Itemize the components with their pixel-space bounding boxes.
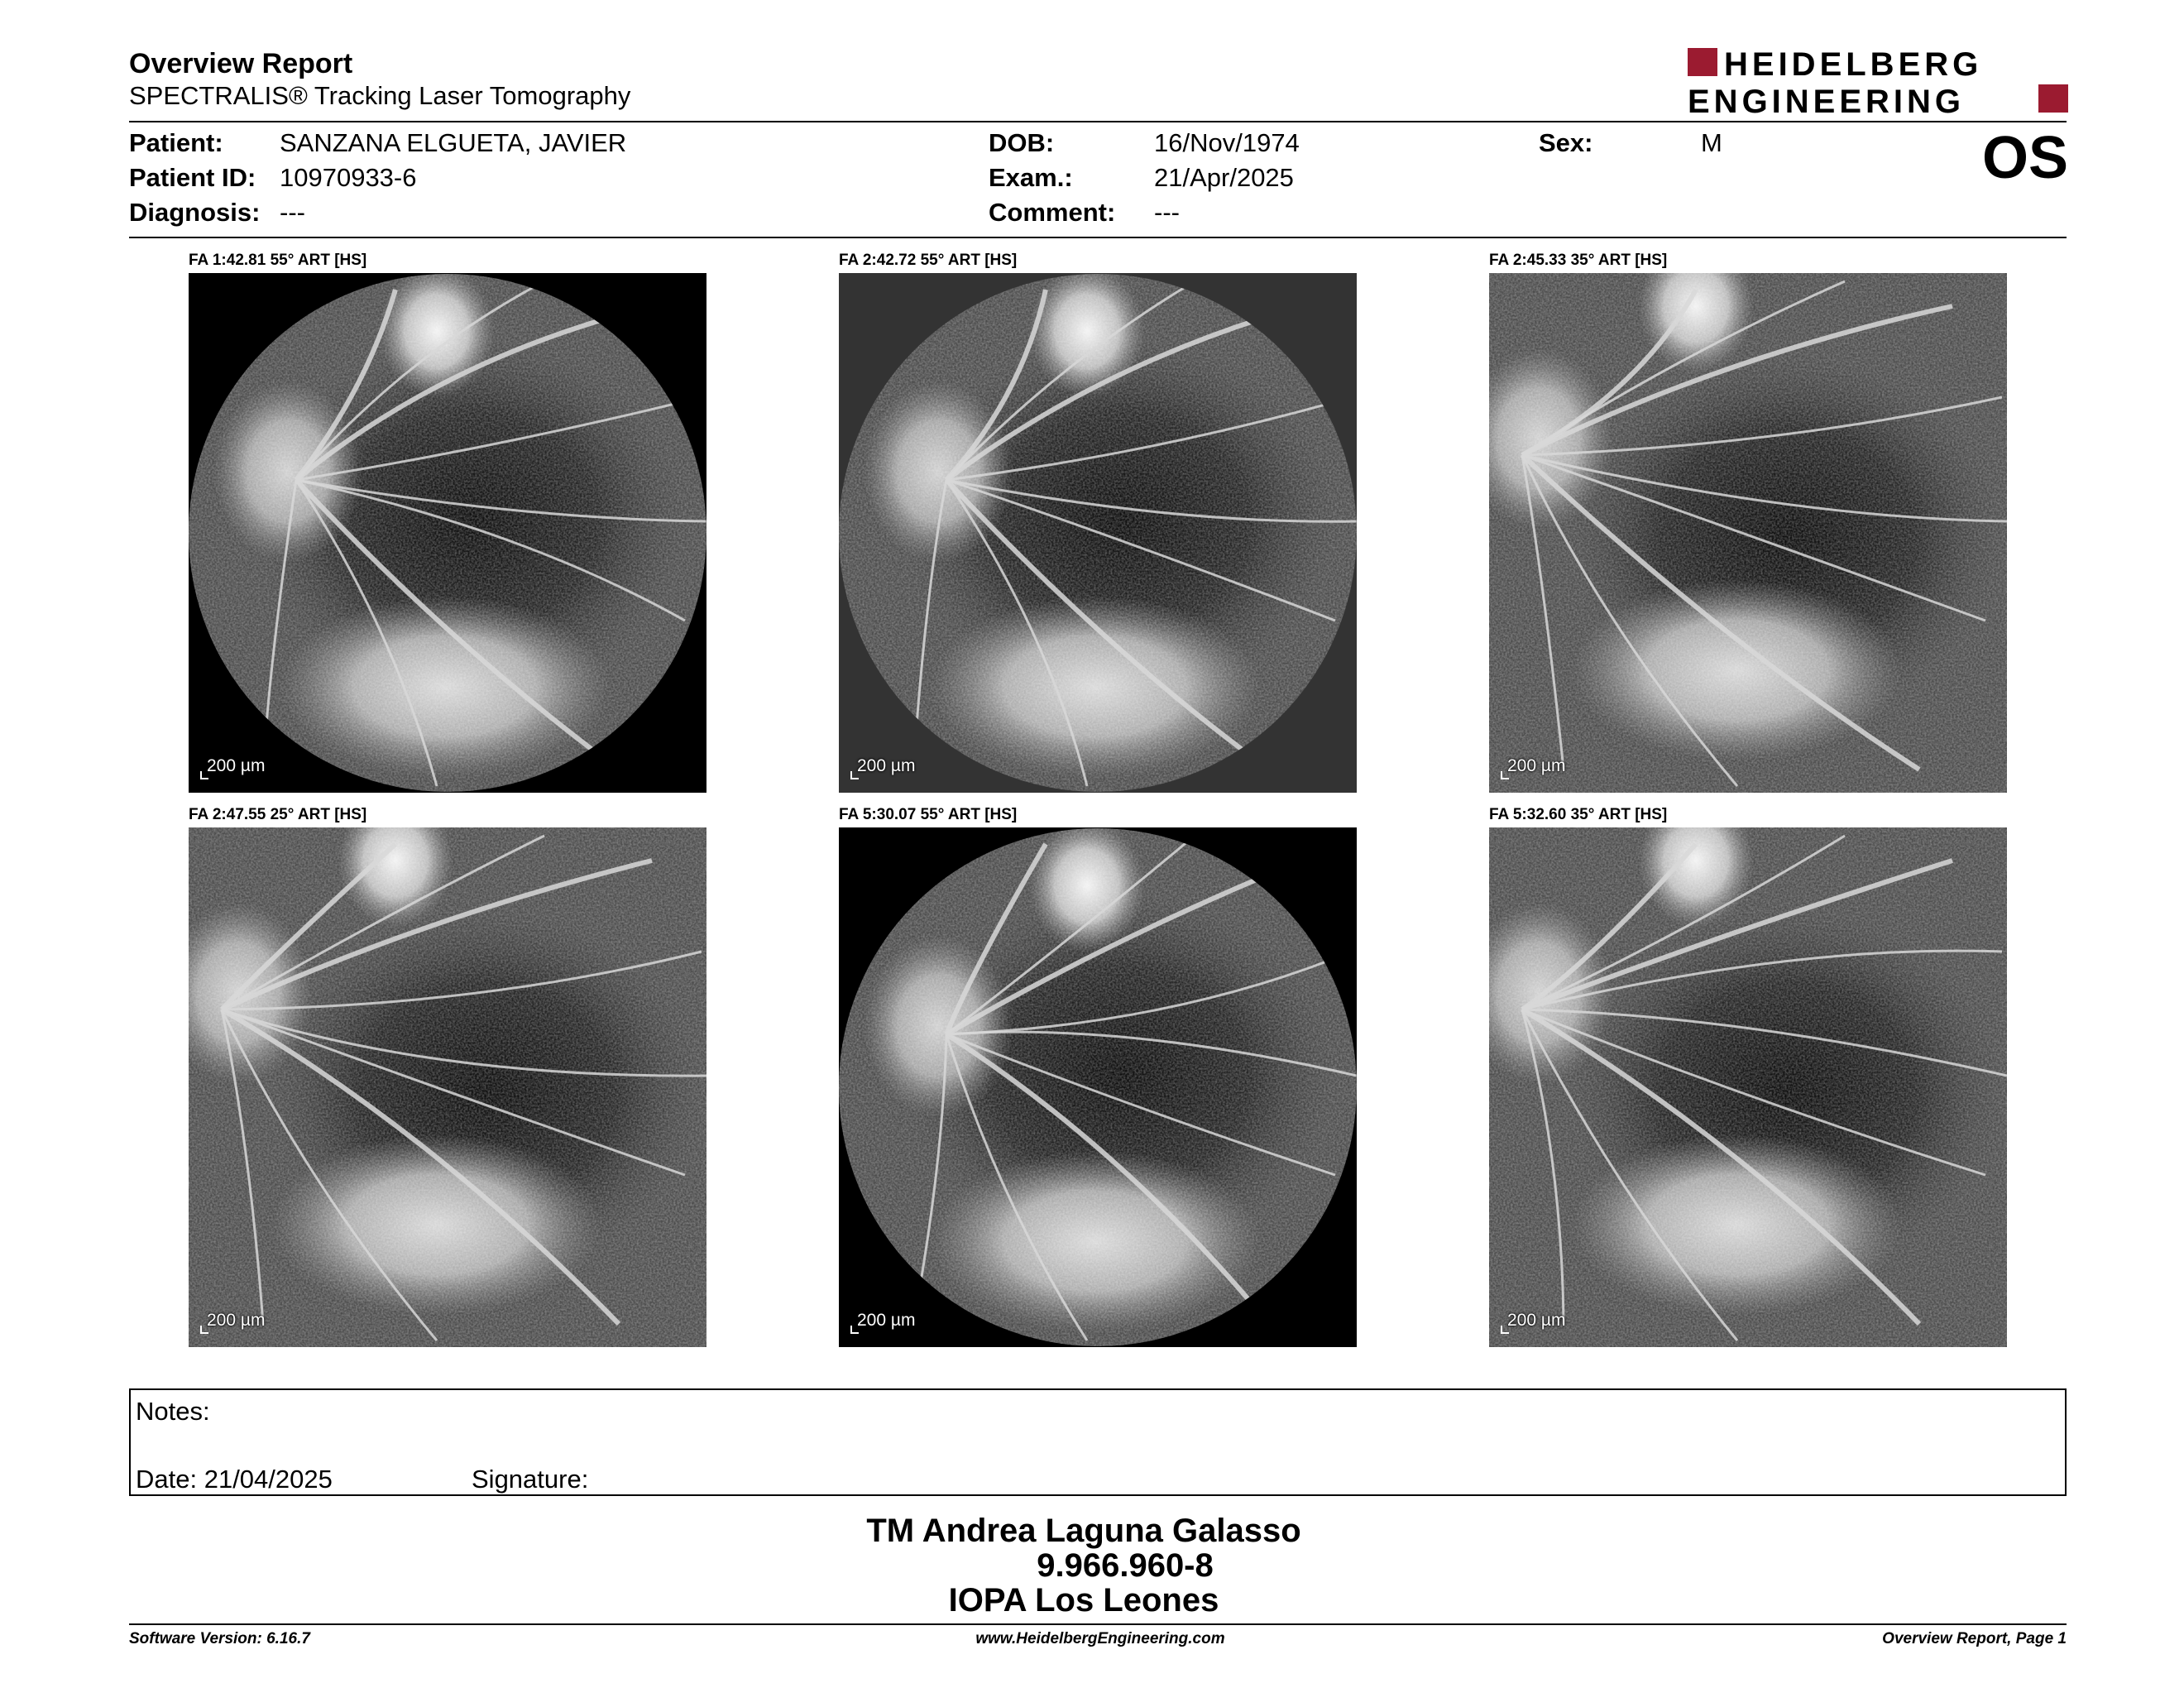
comment-label: Comment: (989, 198, 1116, 227)
fundus-image[interactable] (189, 273, 706, 793)
stamp-institution: IOPA Los Leones (948, 1582, 1219, 1618)
stamp-name: TM Andrea Laguna Galasso (866, 1513, 1301, 1549)
patient-name: SANZANA ELGUETA, JAVIER (280, 128, 627, 157)
image-caption: FA 2:45.33 35° ART [HS] (1489, 252, 1668, 269)
sex-label: Sex: (1539, 128, 1593, 157)
svg-text:HEIDELBERG: HEIDELBERG (1724, 46, 1983, 83)
patient-label: Patient: (129, 128, 223, 157)
stamp-id: 9.966.960-8 (1037, 1547, 1214, 1584)
header-divider (129, 121, 2067, 122)
fundus-graphic (1489, 273, 2007, 793)
scale-label: 200 µm (207, 756, 266, 775)
fundus-image[interactable] (1489, 273, 2007, 793)
fundus-graphic (839, 827, 1357, 1347)
scale-label: 200 µm (1507, 1311, 1566, 1330)
scale-label: 200 µm (207, 1311, 266, 1330)
website-link[interactable]: www.HeidelbergEngineering.com (975, 1630, 1225, 1647)
date-label: Date: 21/04/2025 (136, 1465, 333, 1494)
fundus-graphic (189, 827, 706, 1347)
heidelberg-logo (1688, 46, 2068, 116)
signature-label: Signature: (472, 1465, 589, 1494)
diagnosis-label: Diagnosis: (129, 198, 261, 227)
patient-id-value: 10970933-6 (280, 163, 417, 192)
scale-label: 200 µm (857, 756, 916, 775)
notes-box (129, 1388, 2067, 1496)
dob-label: DOB: (989, 128, 1055, 157)
fundus-image[interactable] (189, 827, 706, 1347)
fundus-image[interactable] (1489, 827, 2007, 1347)
comment-value: --- (1154, 198, 1180, 227)
footer-divider (129, 1623, 2067, 1625)
fundus-graphic (839, 273, 1357, 793)
image-caption: FA 2:42.72 55° ART [HS] (839, 252, 1018, 269)
patient-id-label: Patient ID: (129, 163, 256, 192)
scale-label: 200 µm (1507, 756, 1566, 775)
page-indicator: Overview Report, Page 1 (1882, 1630, 2067, 1647)
report-title: Overview Report (129, 48, 353, 79)
eye-indicator: OS (1982, 125, 2069, 191)
software-version: Software Version: 6.16.7 (129, 1630, 310, 1647)
exam-value: 21/Apr/2025 (1154, 163, 1294, 192)
dob-value: 16/Nov/1974 (1154, 128, 1300, 157)
fundus-image[interactable] (839, 273, 1357, 793)
fundus-graphic (1489, 827, 2007, 1347)
notes-label: Notes: (136, 1397, 210, 1426)
exam-label: Exam.: (989, 163, 1073, 192)
patient-divider (129, 237, 2067, 238)
image-caption: FA 5:30.07 55° ART [HS] (839, 806, 1018, 823)
diagnosis-value: --- (280, 198, 305, 227)
fundus-image[interactable] (839, 827, 1357, 1347)
fundus-graphic (189, 273, 706, 793)
image-caption: FA 2:47.55 25° ART [HS] (189, 806, 367, 823)
sex-value: M (1701, 128, 1722, 157)
image-caption: FA 1:42.81 55° ART [HS] (189, 252, 367, 269)
scale-label: 200 µm (857, 1311, 916, 1330)
svg-text:ENGINEERING: ENGINEERING (1688, 84, 1966, 116)
image-caption: FA 5:32.60 35° ART [HS] (1489, 806, 1668, 823)
logo-graphic (1688, 46, 2068, 116)
report-subtitle: SPECTRALIS® Tracking Laser Tomography (129, 81, 631, 110)
